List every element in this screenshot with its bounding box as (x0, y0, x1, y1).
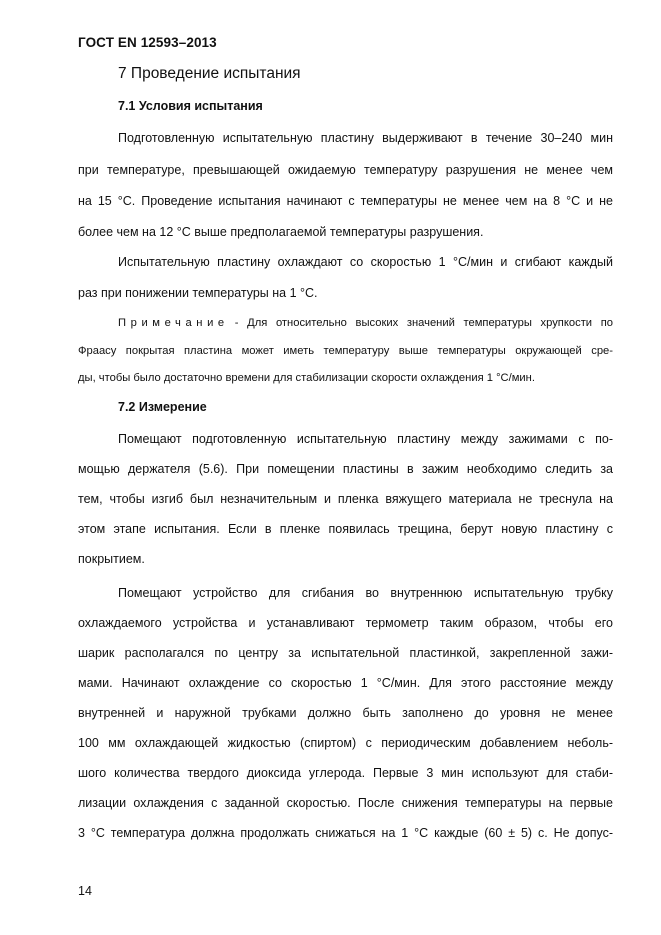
note-line: ды, чтобы было достаточно времени для стабилизации скорости охлаждения 1 °С/мин. (78, 372, 535, 384)
paragraph-line: при температуре, превышающей ожидаемую температуру разрушения не менее чем (78, 163, 613, 177)
paragraph-line: шарик располагался по центру за испытательной пластинкой, закрепленной зажи- (78, 646, 613, 660)
section-title: 7 Проведение испытания (118, 65, 301, 82)
note-line (118, 318, 613, 329)
paragraph-line: более чем на 12 °С выше предполагаемой температуры разрушения. (78, 225, 484, 239)
paragraph-line: мами. Начинают охлаждение со скоростью 1 °С/мин. Для этого расстояние между (78, 676, 613, 690)
paragraph-line: мощью держателя (5.6). При помещении пластины в зажим необходимо следить за (78, 462, 613, 476)
subsection-title-7-2: 7.2 Измерение (118, 400, 207, 414)
paragraph-line: охлаждаемого устройства и устанавливают термометр таким образом, чтобы его (78, 616, 613, 630)
paragraph-line: этом этапе испытания. Если в пленке появилась трещина, берут новую пластину с (78, 522, 613, 536)
note-line: Фраасу покрытая пластина может иметь температуру выше температуры окружающей сре- (78, 345, 613, 357)
paragraph-line: внутренней и наружной трубками должно быть заполнено до уровня не менее (78, 706, 613, 720)
paragraph-line: Подготовленную испытательную пластину выдерживают в течение 30–240 мин (118, 131, 613, 145)
paragraph-line: 3 °С температура должна продолжать снижаться на 1 °С каждые (60 ± 5) с. Не допус- (78, 826, 613, 840)
page-number: 14 (78, 884, 92, 898)
paragraph-line: Испытательную пластину охлаждают со скоростью 1 °С/мин и сгибают каждый (118, 255, 613, 269)
note-text: - Для относительно высоких значений температуры хрупкости по (234, 317, 613, 329)
document-header: ГОСТ EN 12593–2013 (78, 35, 217, 50)
paragraph-line: 100 мм охлаждающей жидкостью (спиртом) с периодическим добавлением неболь- (78, 736, 613, 750)
paragraph-line: покрытием. (78, 552, 145, 566)
note-label: Примечание (118, 317, 229, 329)
paragraph-line: раз при понижении температуры на 1 °С. (78, 286, 318, 300)
paragraph-line: шого количества твердого диоксида углерода. Первые 3 мин используют для стаби- (78, 766, 613, 780)
paragraph-line: лизации охлаждения с заданной скоростью. После снижения температуры на первые (78, 796, 613, 810)
paragraph-line: Помещают устройство для сгибания во внутреннюю испытательную трубку (118, 586, 613, 600)
paragraph-line: Помещают подготовленную испытательную пластину между зажимами с по- (118, 432, 613, 446)
subsection-title-7-1: 7.1 Условия испытания (118, 99, 263, 113)
paragraph-line: на 15 °С. Проведение испытания начинают с температуры не менее чем на 8 °С и не (78, 194, 613, 208)
paragraph-line: тем, чтобы изгиб был незначительным и пленка вяжущего материала не треснула на (78, 492, 613, 506)
